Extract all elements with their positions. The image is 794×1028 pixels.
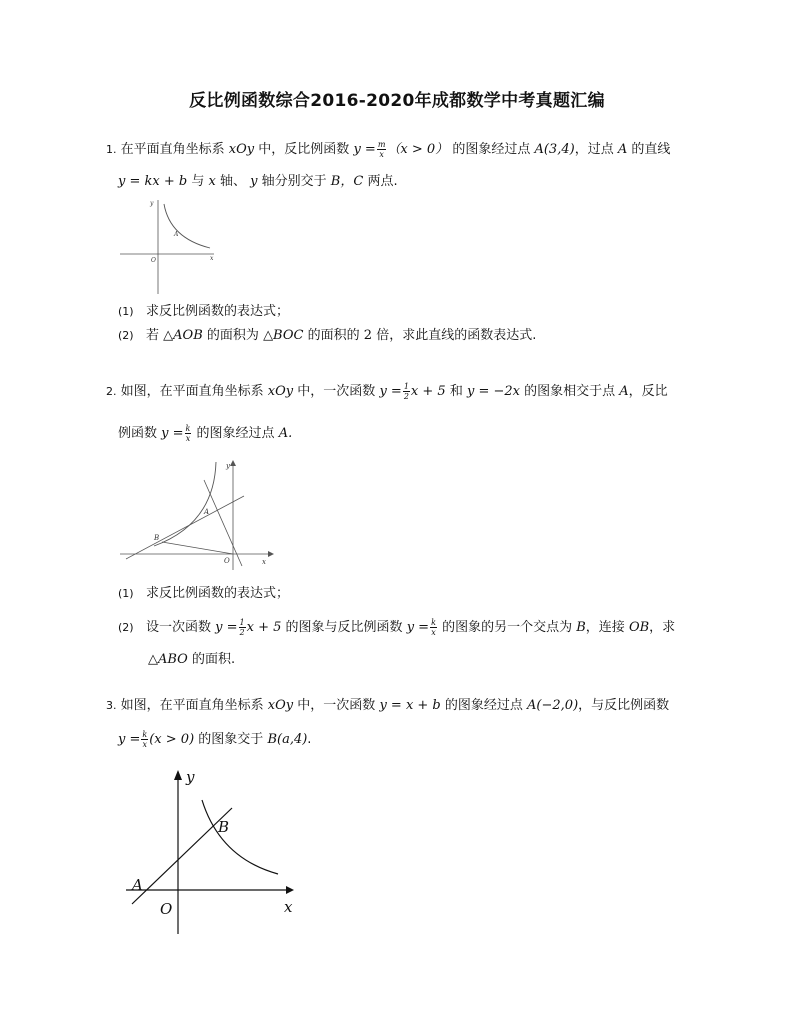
- q1-text-e: 的直线: [631, 142, 671, 157]
- q1-label-y: y: [150, 200, 154, 207]
- q2-sub2-a: 设一次函数: [146, 620, 212, 635]
- q2-line-2: [118, 424, 292, 444]
- q1-sub1-number: (1): [118, 305, 134, 318]
- q3-label-b: B: [218, 818, 230, 836]
- q2-text-b: 中，一次函数: [297, 384, 376, 399]
- q2-sub2-f3-lhs: y =: [406, 620, 430, 635]
- q3-figure: [120, 766, 310, 938]
- q1-text-h: 轴分别交于: [261, 174, 327, 189]
- q2-sub2-b: 的图象与反比例函数: [285, 620, 403, 635]
- q2-label-o: O: [224, 557, 230, 565]
- q2-f3-frac: [185, 424, 192, 443]
- q2-sub2-e: ，求: [649, 620, 676, 635]
- q3-label-x: x: [284, 898, 293, 916]
- q2-sub2-f1-lhs: y =: [215, 620, 238, 635]
- q2-text-a: 如图，在平面直角坐标系: [120, 384, 264, 399]
- q2-f2: y = −2x: [466, 384, 520, 399]
- page-title: 反比例函数综合2016-2020年成都数学中考真题汇编: [189, 91, 605, 111]
- q3-label-o: O: [160, 900, 173, 918]
- q3-y-arrow: [174, 770, 182, 780]
- q1-sub2-d: 倍，求此直线的函数表达式.: [376, 328, 537, 343]
- q2-f1-frac: [403, 382, 410, 401]
- q2-f3-den: x: [185, 434, 191, 443]
- q1-func-lhs: y =: [353, 142, 376, 157]
- q2-and: 和: [449, 384, 463, 399]
- q2-sub2-f1-frac: [239, 618, 246, 637]
- q1-y: y: [250, 174, 258, 189]
- q2-y-arrow: [230, 460, 236, 466]
- q3-label-y: y: [186, 768, 195, 786]
- q1-line-1: [106, 140, 670, 160]
- q2-f1-lhs: y =: [379, 384, 402, 399]
- q2-label-y: y: [226, 462, 230, 470]
- q1-hyperbola: [164, 204, 210, 248]
- q2-f1-den: 2: [403, 392, 409, 401]
- q2-label-x: x: [262, 558, 266, 566]
- q3-point-a: A(−2,0): [527, 698, 579, 713]
- q1-sub-1: [118, 302, 289, 322]
- q1-text-f: 与: [191, 174, 205, 189]
- q1-sub1-text: 求反比例函数的表达式；: [146, 304, 290, 319]
- q2-f1-num: 1: [403, 382, 409, 391]
- q2-sub-2: [118, 618, 675, 638]
- q2-x-arrow: [268, 551, 274, 557]
- q2-text-d: ，反比: [628, 384, 668, 399]
- q1-label-o: O: [151, 257, 156, 264]
- q1-a: A: [617, 142, 628, 157]
- q2-ob: OB: [628, 620, 650, 635]
- q3-text-d: ，与反比例函数: [578, 698, 670, 713]
- q1-two: 2: [363, 328, 373, 343]
- q2-sub2-f3-frac: [430, 618, 437, 637]
- q3-coord: xOy: [267, 698, 294, 713]
- q1-frac-num: m: [377, 140, 386, 149]
- q3-f2-num: k: [142, 730, 148, 739]
- q1-fraction: [377, 140, 387, 159]
- q1-line-2: [118, 172, 398, 192]
- q2-sub-1: [118, 584, 289, 604]
- q1-cond: （x > 0）: [387, 142, 449, 157]
- q2-tri-abo: △ABO: [148, 652, 188, 667]
- q1-label-x: x: [210, 255, 214, 262]
- q2-f3-lhs: y =: [161, 426, 184, 441]
- q2-text-c: 的图象相交于点: [524, 384, 616, 399]
- q2-sub1-text: 求反比例函数的表达式；: [146, 586, 290, 601]
- q2-sub2-f3-den: x: [431, 628, 436, 637]
- q2-line-1-graph: [126, 496, 244, 559]
- q2-f3-num: k: [185, 424, 191, 433]
- q3-number: 3.: [106, 699, 117, 712]
- q2-a: A: [619, 384, 629, 399]
- q3-point-b: B(a,4): [267, 732, 308, 747]
- q3-f2-den: x: [142, 740, 148, 749]
- q1-sub2-b: 的面积为: [206, 328, 259, 343]
- q3-f2-lhs: y =: [118, 732, 141, 747]
- q2-sub2-f1-num: 1: [239, 618, 245, 627]
- q1-text-i: 两点.: [367, 174, 398, 189]
- q2-hyperbola: [154, 462, 216, 546]
- q2-figure: [118, 456, 278, 576]
- q3-text-f: .: [307, 732, 312, 747]
- q3-f2-cond: (x > 0): [149, 732, 195, 747]
- q2-sub2-f1-rhs: x + 5: [246, 620, 282, 635]
- q2-label-b: B: [154, 534, 160, 542]
- q2-sub2-number: (2): [118, 621, 134, 634]
- q2-line-2-graph: [204, 480, 242, 566]
- q1-bc: B，C: [330, 174, 364, 189]
- q2-segment-ob: [162, 542, 233, 554]
- q2-number: 2.: [106, 385, 117, 398]
- q1-sub2-c: 的面积的: [307, 328, 360, 343]
- q3-x-arrow: [286, 886, 294, 894]
- q3-text-b: 中，一次函数: [297, 698, 376, 713]
- q1-point-a: A(3,4): [534, 142, 575, 157]
- q3-f2-frac: [141, 730, 148, 749]
- q1-text-b: 中，反比例函数: [258, 142, 350, 157]
- q1-line-eq: y = kx + b: [118, 174, 188, 189]
- q1-frac-den: x: [379, 150, 384, 159]
- q1-text-c: 的图象经过点: [452, 142, 531, 157]
- q1-figure: [118, 196, 218, 296]
- q1-label-a: A: [174, 231, 179, 238]
- q1-text-a: 在平面直角坐标系: [120, 142, 225, 157]
- q1-number: 1.: [106, 143, 117, 156]
- q1-text-g: 轴、: [219, 174, 246, 189]
- q1-sub2-a: 若: [146, 328, 160, 343]
- q1-sub-2: [118, 326, 536, 346]
- q1-coord: xOy: [228, 142, 255, 157]
- q2-sub-2-cont: [148, 650, 235, 670]
- q2-text-f: 的图象经过点: [196, 426, 275, 441]
- q1-sub2-number: (2): [118, 329, 134, 342]
- q2-label-a: A: [204, 508, 210, 516]
- q2-line-1: [106, 382, 668, 402]
- q3-text-c: 的图象经过点: [444, 698, 523, 713]
- q2-text-e: 例函数: [118, 426, 158, 441]
- q2-sub2-f3-num: k: [431, 618, 436, 627]
- q2-b: B: [576, 620, 586, 635]
- q2-f1-rhs: x + 5: [410, 384, 446, 399]
- q2-coord: xOy: [267, 384, 294, 399]
- q2-sub2-f: 的面积.: [191, 652, 236, 667]
- q2-sub2-f1-den: 2: [239, 628, 245, 637]
- q3-line-1: [106, 696, 669, 716]
- q3-label-a: A: [132, 876, 143, 894]
- q3-line-2: [118, 730, 311, 750]
- q3-text-a: 如图，在平面直角坐标系: [120, 698, 264, 713]
- q1-text-d: ，过点: [574, 142, 614, 157]
- q2-sub2-d: ，连接: [585, 620, 625, 635]
- q3-hyperbola: [202, 800, 278, 874]
- q1-tri-aob: △AOB: [163, 328, 203, 343]
- q2-text-g: A.: [278, 426, 293, 441]
- q1-tri-boc: △BOC: [263, 328, 304, 343]
- q3-f1: y = x + b: [379, 698, 441, 713]
- q2-sub2-c: 的图象的另一个交点为: [442, 620, 573, 635]
- q2-sub1-number: (1): [118, 587, 134, 600]
- q3-text-e: 的图象交于: [198, 732, 264, 747]
- q1-x: x: [208, 174, 216, 189]
